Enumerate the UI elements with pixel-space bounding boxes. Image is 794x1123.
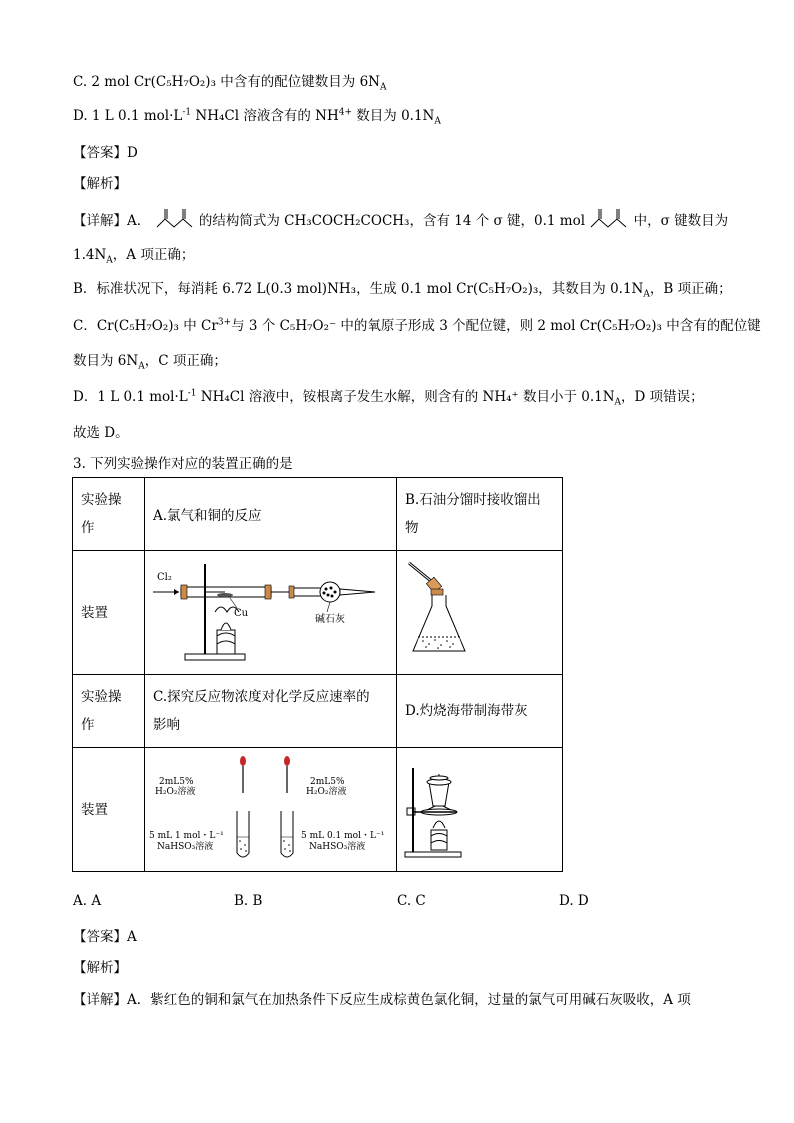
right-top-1: 2mL5% [310,777,345,787]
c-op-2: 影响 [153,717,180,733]
left-bot-2: NaHSO₃溶液 [157,842,214,852]
answer-1: 【答案】D [73,145,138,161]
op-label-cell-2 [73,675,145,748]
detail-c-sup: 3+ [217,317,232,328]
reaction-rate-test-tubes-figure [145,751,395,864]
figure-b-cell [397,551,563,675]
cl2-label: Cl₂ [157,572,172,583]
detail-a-line [73,207,728,231]
option-d: D. D [559,893,589,909]
option-c: C. C [397,893,426,909]
left-bot-1: 5 mL 1 mol・L⁻¹ [149,831,224,841]
b-op-cell [397,478,563,551]
experiment-table [72,477,563,872]
detail-a-value: 1.4N [73,247,107,263]
option-d-line [73,104,441,127]
table-row [73,748,563,872]
detail-d-sub: A [614,397,622,408]
option-d-text-c: 数目为 0.1N [352,108,435,124]
acetylacetone-structure-icon [155,207,195,231]
detail-d-text-b: NH₄Cl 溶液中，铵根离子发生水解，则含有的 NH₄⁺ 数目小于 0.1N [196,389,615,405]
option-d-sup: -1 [182,107,192,118]
figure-c-cell [145,748,397,872]
detail-d-verdict: ，D 项错误； [621,389,704,405]
option-d-text-b: NH₄Cl 溶液含有的 NH [191,108,339,124]
detail-c-line [73,314,761,334]
analysis-1: 【解析】 [73,176,127,192]
left-top-2: H₂O₂溶液 [155,787,196,797]
op-label-1b: 实验操 [81,689,122,705]
detail-c-text-a: C．Cr(C₅H₇O₂)₃ 中 Cr [73,318,218,334]
right-top-2: H₂O₂溶液 [306,787,347,797]
detail-c-line-2 [73,349,227,372]
detail-c-verdict: ，C 项正确； [144,353,227,369]
detail-a-sub: A [106,255,113,266]
detail-b-verdict: ，B 项正确； [649,281,732,297]
detail-c-value: 数目为 6N [73,353,139,369]
table-row [73,675,563,748]
option-c-text: C. 2 mol Cr(C₅H₇O₂)₃ 中含有的配位键数目为 6N [73,74,380,90]
crucible-burner-figure [397,748,562,861]
option-d-sub: A [434,116,441,127]
question-3: 3. 下列实验操作对应的装置正确的是 [73,456,293,472]
c-op-cell [145,675,397,748]
device-label-cell: 装置 [73,551,145,675]
figure-d-cell [397,748,563,872]
left-top-1: 2mL5% [159,777,194,787]
detail-c-text-b: 与 3 个 C₅H₇O₂⁻ 中的氧原子形成 3 个配位键，则 2 mol Cr(C₅H₇O₂)₃ 中含有的配位键 [231,318,761,334]
detail-b-sub: A [643,289,650,300]
op-label-2: 作 [81,520,95,536]
conical-flask-figure [397,551,562,664]
chlorine-copper-apparatus-figure [145,554,395,667]
d-op-cell: D.灼烧海带制海带灰 [397,675,563,748]
conclusion: 故选 D。 [73,425,129,441]
op-label-cell [73,478,145,551]
detail-a-verdict: ，A 项正确； [112,247,195,263]
analysis-2: 【解析】 [73,960,127,976]
device-label-cell-2: 装置 [73,748,145,872]
right-bot-2: NaHSO₃溶液 [309,842,366,852]
op-label-2b: 作 [81,717,95,733]
detail-d-sup: -1 [187,388,197,399]
detail-2: 【详解】A．紫红色的铜和氯气在加热条件下反应生成棕黄色氯化铜，过量的氯气可用碱石灰吸收，A 项 [73,992,691,1008]
a-op-cell: A.氯气和铜的反应 [145,478,397,551]
option-a: A. A [73,893,102,909]
b-op-1: B.石油分馏时接收馏出 [405,492,541,508]
option-d-text-a: D. 1 L 0.1 mol·L [73,108,183,124]
c-op-1: C.探究反应物浓度对化学反应速率的 [153,689,370,705]
detail-c-sub: A [138,361,145,372]
lime-label: 碱石灰 [315,614,345,625]
cu-label: Cu [234,608,249,619]
option-c-line [73,70,387,93]
detail-b-line [73,277,732,300]
answer-2: 【答案】A [73,929,137,945]
option-d-ion: 4+ [338,107,352,118]
figure-a-cell [145,551,397,675]
b-op-2: 物 [405,520,419,536]
right-bot-1: 5 mL 0.1 mol・L⁻¹ [301,831,385,841]
option-c-sub: A [379,82,387,93]
option-b: B. B [234,893,263,909]
detail-d-text-a: D．1 L 0.1 mol·L [73,389,188,405]
detail-a-suffix: 中，σ 键数目为 [633,213,729,229]
op-label-1: 实验操 [81,492,122,508]
table-row [73,478,563,551]
detail-a-middle: 的结构简式为 CH₃COCH₂COCH₃，含有 14 个 σ 键，0.1 mol [198,213,586,229]
detail-d-line [73,385,704,408]
detail-a-line-2 [73,243,195,266]
detail-a-prefix: 【详解】A． [73,213,151,229]
table-row [73,551,563,675]
acetylacetone-structure-icon-2 [589,207,629,231]
detail-b-text: B．标准状况下，每消耗 6.72 L(0.3 mol)NH₃，生成 0.1 mol Cr(C₅H₇O₂)₃，其数目为 0.1N [73,281,644,297]
